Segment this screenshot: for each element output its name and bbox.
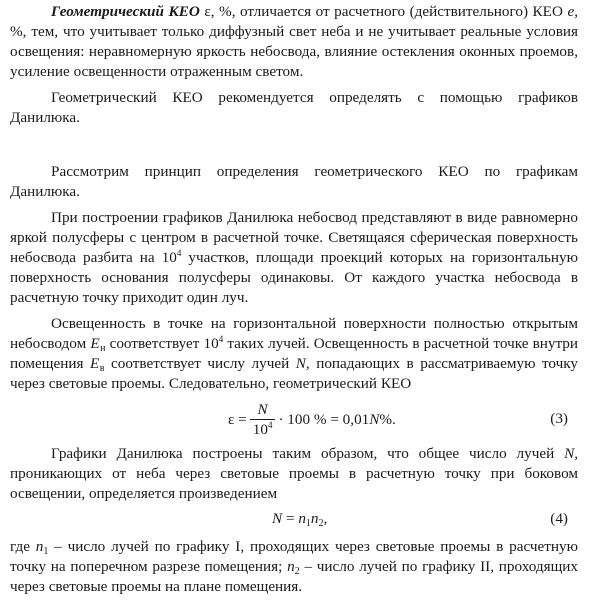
subscript-n: н xyxy=(100,343,106,354)
symbol-n: n xyxy=(35,538,44,555)
equation-rhs: · 100 % = 0,01 xyxy=(278,411,370,428)
equation-3 xyxy=(10,398,578,442)
text-span: соответствует 10 xyxy=(105,335,219,352)
symbol-N: N xyxy=(369,411,380,428)
text-span: – число лучей по графику I, проходящих через световые проемы в расчетную точку на поперечном разрезе помещения; xyxy=(10,538,578,575)
equation-4-body xyxy=(272,509,327,529)
subscript-1: 1 xyxy=(305,518,311,529)
text-span: При построении графиков Данилюка небосвод представляют в виде равномерно яркой полусферы с центром в расчетной точке. Светящаяся сферическая поверхность небосвода разбита на 10 xyxy=(10,209,578,266)
paragraph-where xyxy=(10,537,578,597)
text-span: – число лучей по графику II, проходящих через световые проемы на плане помещения. xyxy=(10,558,578,595)
fraction-denominator xyxy=(250,420,276,440)
superscript: 4 xyxy=(176,248,182,258)
subscript-v: в xyxy=(99,363,105,374)
text-span: где xyxy=(10,538,36,555)
subscript-2: 2 xyxy=(318,518,324,529)
paragraph-principle: Рассмотрим принцип определения геометрического КЕО по графикам Данилюка. xyxy=(10,163,578,200)
document-page xyxy=(10,2,578,597)
text-span: соответствует числу лучей xyxy=(104,355,296,372)
subscript-1: 1 xyxy=(43,546,49,557)
text-span: ε, %, отличается от расчетного (действительного) КЕО xyxy=(199,3,568,20)
superscript: 4 xyxy=(267,419,273,430)
symbol-E: E xyxy=(90,335,101,352)
superscript: 4 xyxy=(218,334,224,344)
text-span: = xyxy=(282,510,299,527)
symbol-E: E xyxy=(89,355,100,372)
paragraph-danilyuk-graphs xyxy=(10,444,578,504)
text-span: , %, тем, что учитывает только диффузный свет неба и не учитывает реальные условия освещения: неравномерную яркость небосвода, влияние остекления оконных проемов, усиление освещенности отраженным светом. xyxy=(10,3,578,80)
text-span: таких лучей. Освещенность в расчетной точке внутри помещения xyxy=(10,335,579,372)
text-span: Освещенность в точке на горизонтальной поверхности полностью открытым небосводом xyxy=(10,315,578,352)
subscript-2: 2 xyxy=(294,566,300,577)
equation-number-3: (3) xyxy=(550,410,568,427)
symbol-n: n xyxy=(298,510,306,527)
paragraph-hemisphere xyxy=(10,208,578,308)
text-span: , попадающих в рассматриваемую точку через световые проемы. Следовательно, геометрический КЕО xyxy=(10,355,578,392)
symbol-N: N xyxy=(564,445,575,462)
equation-number-4: (4) xyxy=(550,510,568,527)
equation-3-body xyxy=(228,398,396,442)
term-geometric-keo: Геометрический КЕО xyxy=(51,3,200,20)
paragraph-recommendation: Геометрический КЕО рекомендуется определять с помощью графиков Данилюка. xyxy=(10,89,578,126)
paragraph-geometric-keo-definition xyxy=(10,2,578,82)
symbol-N: N xyxy=(272,510,283,527)
text-span: , проникающих от неба через световые проемы в расчетную точку при боковом освещении, определяется произведением xyxy=(10,445,578,502)
symbol-e: е xyxy=(567,3,575,20)
symbol-n: n xyxy=(287,558,295,575)
symbol-n: n xyxy=(310,510,319,527)
equation-lhs: ε = xyxy=(228,411,247,428)
text-span: 10 xyxy=(252,420,268,438)
fraction xyxy=(250,401,276,440)
text-span: , xyxy=(323,510,328,527)
paragraph-illuminance xyxy=(10,314,578,394)
symbol-N: N xyxy=(295,355,306,372)
equation-4 xyxy=(10,506,578,532)
text-span: участков, площади проекций которых на горизонтальную поверхность основания полусферы одинаковы. От каждого участка небосвода в расчетную точку приходит один луч. xyxy=(10,249,578,306)
text-span: Графики Данилюка построены таким образом, что общее число лучей xyxy=(51,445,565,462)
equation-rhs-tail: %. xyxy=(379,411,396,428)
fraction-numerator: N xyxy=(257,400,268,418)
